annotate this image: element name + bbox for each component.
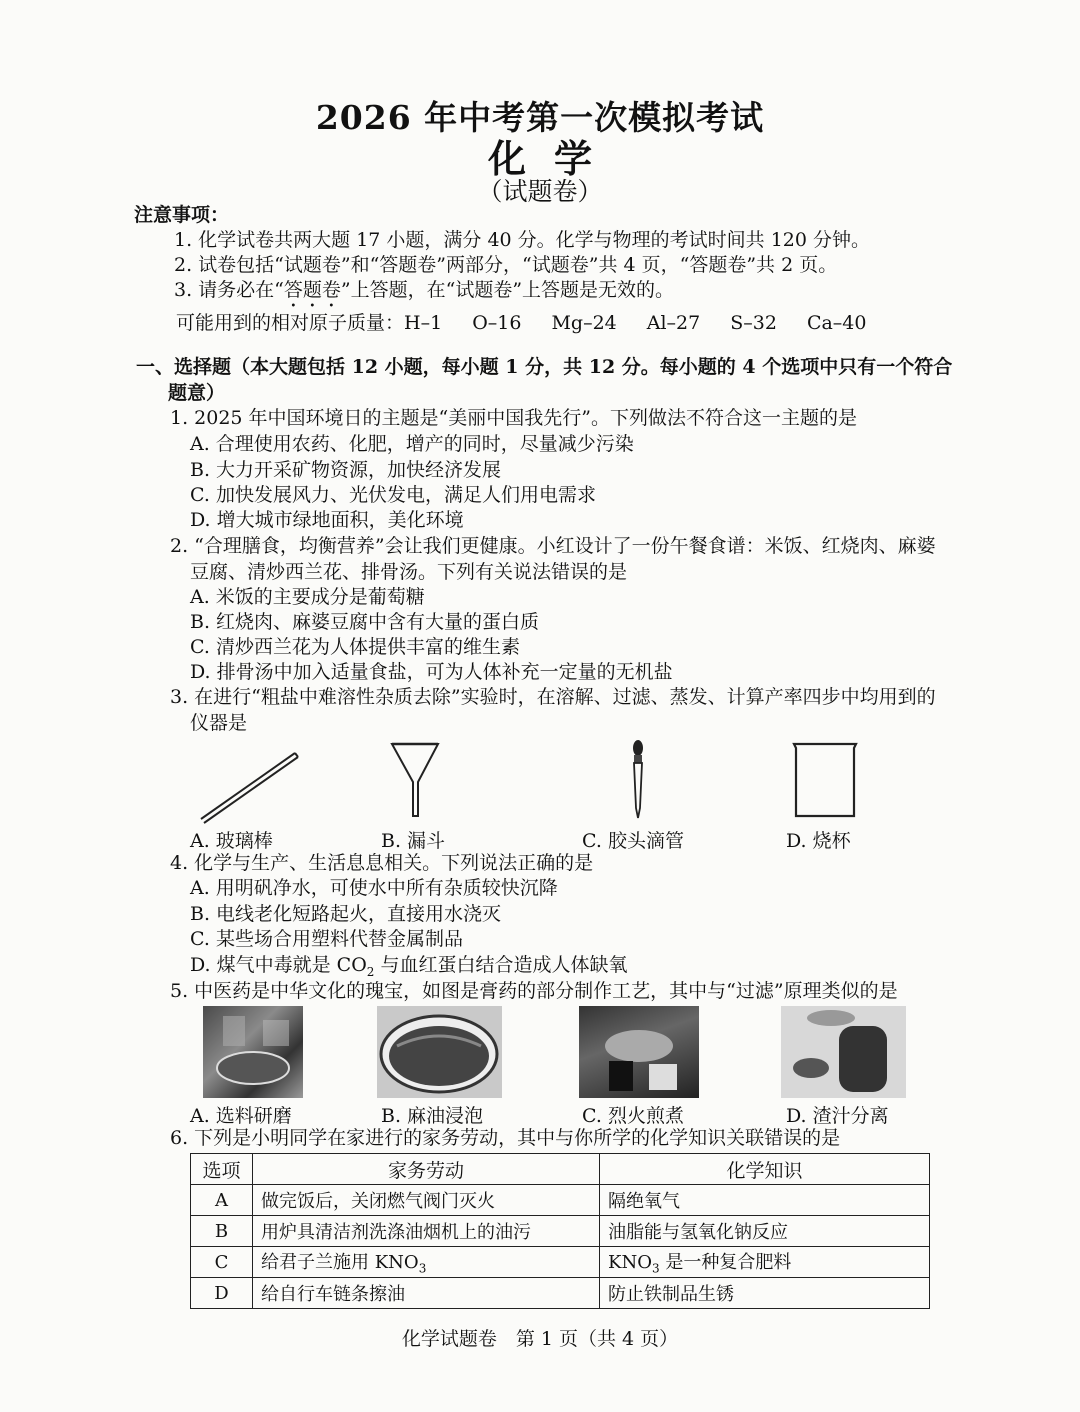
q5-stem: 5. 中医药是中华文化的瑰宝，如图是膏药的部分制作工艺，其中与“过滤”原理类似的是 — [170, 980, 898, 1002]
row-c-k-prefix: KNO — [608, 1252, 652, 1274]
q2-stem-cont: 豆腐、清炒西兰花、排骨汤。下列有关说法错误的是 — [190, 561, 628, 583]
mass-h: H–1 — [404, 312, 443, 334]
beaker-figure — [790, 740, 860, 820]
q1-option-b: B. 大力开采矿物资源，加快经济发展 — [190, 459, 502, 481]
q1-option-a: A. 合理使用农药、化肥，增产的同时，尽量减少污染 — [190, 433, 634, 455]
section-heading: 一、选择题（本大题包括 12 小题，每小题 1 分，共 12 分。每小题的 4 个选项中只有一个符合 — [136, 356, 953, 378]
funnel-figure — [388, 740, 443, 820]
row-c-option: C — [191, 1247, 253, 1278]
q4-d-suffix: 与血红蛋白结合造成人体缺氧 — [374, 954, 628, 976]
q2-option-c: C. 清炒西兰花为人体提供丰富的维生素 — [190, 636, 520, 658]
q3-option-b: B. 漏斗 — [381, 830, 446, 852]
row-d-chore: 给自行车链条擦油 — [253, 1278, 600, 1309]
q6-table — [190, 1153, 930, 1309]
note-3 — [174, 278, 674, 312]
section-heading-cont: 题意） — [168, 382, 226, 404]
row-c-knowledge — [600, 1247, 930, 1278]
exam-title: 2026 年中考第一次模拟考试 — [315, 98, 765, 137]
row-c-k-suffix: 是一种复合肥料 — [659, 1252, 792, 1274]
boiling-photo — [579, 1006, 699, 1098]
row-a-chore: 做完饭后，关闭燃气阀门灭火 — [253, 1185, 600, 1216]
row-d-knowledge: 防止铁制品生锈 — [600, 1278, 930, 1309]
atomic-masses — [176, 308, 896, 335]
q3-option-d: D. 烧杯 — [786, 830, 851, 852]
q2-option-a: A. 米饭的主要成分是葡萄糖 — [190, 586, 425, 608]
grinding-photo — [203, 1006, 303, 1098]
q2-option-b: B. 红烧肉、麻婆豆腐中含有大量的蛋白质 — [190, 611, 540, 633]
mass-o: O–16 — [472, 312, 522, 334]
q5-option-a: A. 选料研磨 — [190, 1105, 292, 1127]
mass-al: Al–27 — [646, 312, 701, 334]
header-chore: 家务劳动 — [253, 1154, 600, 1185]
soaking-photo — [377, 1006, 502, 1098]
header-knowledge: 化学知识 — [600, 1154, 930, 1185]
q5-option-d: D. 渣汁分离 — [786, 1105, 889, 1127]
q1-option-c: C. 加快发展风力、光伏发电，满足人们用电需求 — [190, 484, 596, 506]
mass-mg: Mg–24 — [551, 312, 617, 334]
q3-option-a: A. 玻璃棒 — [190, 830, 273, 852]
q6-stem: 6. 下列是小明同学在家进行的家务劳动，其中与你所学的化学知识关联错误的是 — [170, 1127, 841, 1149]
table-row — [191, 1216, 930, 1247]
q4-stem: 4. 化学与生产、生活息息相关。下列说法正确的是 — [170, 852, 594, 874]
glass-rod-figure — [195, 745, 305, 825]
note-3-emphasis: 答题卷 — [283, 279, 341, 301]
q1-option-d: D. 增大城市绿地面积，美化环境 — [190, 509, 464, 531]
row-c-k-sub: 3 — [651, 1261, 660, 1276]
q4-d-prefix: D. 煤气中毒就是 CO — [190, 954, 367, 976]
row-c-chore-text: 给君子兰施用 KNO — [261, 1252, 419, 1274]
q3-stem-cont: 仪器是 — [190, 712, 248, 734]
mass-ca: Ca–40 — [806, 312, 867, 334]
q4-option-a: A. 用明矾净水，可使水中所有杂质较快沉降 — [190, 877, 558, 899]
note-3-suffix: ”上答题，在“试题卷”上答题是无效的。 — [340, 279, 675, 301]
dropper-figure — [628, 738, 648, 822]
q1-stem: 1. 2025 年中国环境日的主题是“美丽中国我先行”。下列做法不符合这一主题的是 — [170, 407, 857, 429]
row-b-option: B — [191, 1216, 253, 1247]
q2-option-d: D. 排骨汤中加入适量食盐，可为人体补充一定量的无机盐 — [190, 661, 673, 683]
q5-option-c: C. 烈火煎煮 — [582, 1105, 684, 1127]
note-3-prefix: 3. 请务必在“ — [174, 279, 284, 301]
row-b-chore: 用炉具清洁剂洗涤油烟机上的油污 — [253, 1216, 600, 1247]
row-c-chore-sub: 3 — [418, 1261, 427, 1276]
table-row — [191, 1185, 930, 1216]
volume-label: （试题卷） — [477, 177, 603, 206]
row-a-option: A — [191, 1185, 253, 1216]
row-d-option: D — [191, 1278, 253, 1309]
note-2: 2. 试卷包括“试题卷”和“答题卷”两部分，“试题卷”共 4 页，“答题卷”共 2 页。 — [174, 254, 838, 276]
q4-d-sub: 2 — [366, 964, 375, 979]
notes-label: 注意事项： — [134, 204, 230, 226]
row-c-chore — [253, 1247, 600, 1278]
header-option: 选项 — [191, 1154, 253, 1185]
q4-option-c: C. 某些场合用塑料代替金属制品 — [190, 928, 463, 950]
subject-title: 化学 — [487, 136, 620, 181]
note-1: 1. 化学试卷共两大题 17 小题，满分 40 分。化学与物理的考试时间共 120 分钟。 — [174, 229, 871, 251]
q3-option-c: C. 胶头滴管 — [582, 830, 684, 852]
row-b-knowledge: 油脂能与氢氧化钠反应 — [600, 1216, 930, 1247]
mass-s: S–32 — [730, 312, 777, 334]
table-row — [191, 1247, 930, 1278]
q3-stem: 3. 在进行“粗盐中难溶性杂质去除”实验时，在溶解、过滤、蒸发、计算产率四步中均用到的 — [170, 686, 936, 708]
table-row — [191, 1278, 930, 1309]
q2-stem: 2. “合理膳食，均衡营养”会让我们更健康。小红设计了一份午餐食谱：米饭、红烧肉、麻婆 — [170, 535, 936, 557]
q4-option-b: B. 电线老化短路起火，直接用水浇灭 — [190, 903, 502, 925]
row-a-knowledge: 隔绝氧气 — [600, 1185, 930, 1216]
page-footer: 化学试题卷 第 1 页（共 4 页） — [401, 1328, 679, 1350]
mass-label: 可能用到的相对原子质量： — [176, 312, 405, 334]
q5-option-b: B. 麻油浸泡 — [381, 1105, 484, 1127]
separating-photo — [781, 1006, 906, 1098]
table-header-row — [191, 1154, 930, 1185]
